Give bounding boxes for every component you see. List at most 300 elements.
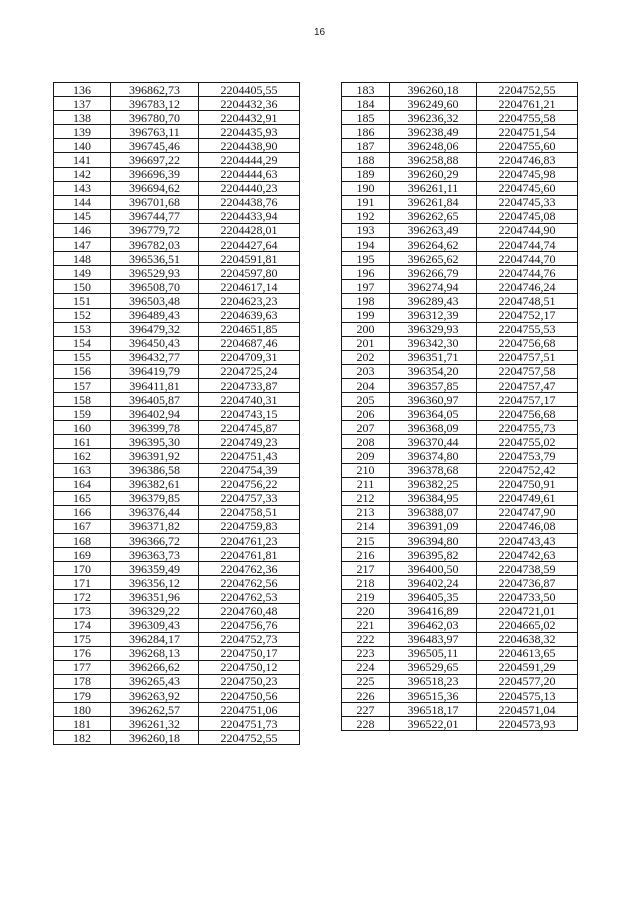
point-number-cell: 214 <box>342 519 390 533</box>
y-coordinate-cell: 2204750,17 <box>199 646 300 660</box>
point-number-cell: 183 <box>342 83 390 97</box>
x-coordinate-cell: 396382,25 <box>390 477 477 491</box>
table-row <box>342 632 578 646</box>
x-coordinate-cell: 396238,49 <box>390 125 477 139</box>
y-coordinate-cell: 2204743,43 <box>477 534 578 548</box>
table-row <box>342 548 578 562</box>
point-number-cell: 205 <box>342 393 390 407</box>
point-number-cell: 212 <box>342 491 390 505</box>
x-coordinate-cell: 396262,65 <box>390 209 477 223</box>
table-row <box>54 97 300 111</box>
y-coordinate-cell: 2204752,55 <box>199 731 300 745</box>
y-coordinate-cell: 2204733,87 <box>199 378 300 392</box>
table-row <box>342 674 578 688</box>
table-row <box>342 562 578 576</box>
table-row <box>342 223 578 237</box>
table-row <box>342 364 578 378</box>
y-coordinate-cell: 2204405,55 <box>199 83 300 97</box>
point-number-cell: 145 <box>54 209 111 223</box>
point-number-cell: 154 <box>54 336 111 350</box>
x-coordinate-cell: 396284,17 <box>111 632 199 646</box>
table-row <box>54 393 300 407</box>
x-coordinate-cell: 396366,72 <box>111 534 199 548</box>
x-coordinate-cell: 396329,93 <box>390 322 477 336</box>
point-number-cell: 223 <box>342 646 390 660</box>
y-coordinate-cell: 2204752,73 <box>199 632 300 646</box>
point-number-cell: 179 <box>54 689 111 703</box>
table-row <box>54 562 300 576</box>
y-coordinate-cell: 2204754,39 <box>199 463 300 477</box>
point-number-cell: 169 <box>54 548 111 562</box>
x-coordinate-cell: 396384,95 <box>390 491 477 505</box>
y-coordinate-cell: 2204638,32 <box>477 632 578 646</box>
point-number-cell: 186 <box>342 125 390 139</box>
table-row <box>54 421 300 435</box>
x-coordinate-cell: 396262,57 <box>111 703 199 717</box>
point-number-cell: 181 <box>54 717 111 731</box>
point-number-cell: 137 <box>54 97 111 111</box>
x-coordinate-cell: 396266,79 <box>390 266 477 280</box>
table-row <box>54 378 300 392</box>
point-number-cell: 140 <box>54 139 111 153</box>
point-number-cell: 175 <box>54 632 111 646</box>
y-coordinate-cell: 2204757,47 <box>477 378 578 392</box>
point-number-cell: 199 <box>342 308 390 322</box>
x-coordinate-cell: 396360,97 <box>390 393 477 407</box>
table-row <box>342 435 578 449</box>
table-row <box>342 491 578 505</box>
y-coordinate-cell: 2204617,14 <box>199 280 300 294</box>
x-coordinate-cell: 396363,73 <box>111 548 199 562</box>
table-row <box>342 181 578 195</box>
y-coordinate-cell: 2204432,36 <box>199 97 300 111</box>
table-row <box>54 576 300 590</box>
table-row <box>342 703 578 717</box>
table-row <box>342 252 578 266</box>
x-coordinate-cell: 396274,94 <box>390 280 477 294</box>
point-number-cell: 196 <box>342 266 390 280</box>
x-coordinate-cell: 396763,11 <box>111 125 199 139</box>
x-coordinate-cell: 396357,85 <box>390 378 477 392</box>
y-coordinate-cell: 2204623,23 <box>199 294 300 308</box>
y-coordinate-cell: 2204747,90 <box>477 505 578 519</box>
y-coordinate-cell: 2204757,51 <box>477 350 578 364</box>
y-coordinate-cell: 2204571,04 <box>477 703 578 717</box>
table-row <box>342 266 578 280</box>
table-row <box>342 534 578 548</box>
y-coordinate-cell: 2204757,33 <box>199 491 300 505</box>
table-row <box>342 167 578 181</box>
x-coordinate-cell: 396696,39 <box>111 167 199 181</box>
point-number-cell: 136 <box>54 83 111 97</box>
x-coordinate-cell: 396388,07 <box>390 505 477 519</box>
y-coordinate-cell: 2204761,81 <box>199 548 300 562</box>
point-number-cell: 228 <box>342 717 390 731</box>
table-row <box>342 618 578 632</box>
y-coordinate-cell: 2204742,63 <box>477 548 578 562</box>
table-row <box>54 435 300 449</box>
x-coordinate-cell: 396260,18 <box>390 83 477 97</box>
point-number-cell: 164 <box>54 477 111 491</box>
x-coordinate-cell: 396371,82 <box>111 519 199 533</box>
table-row <box>342 604 578 618</box>
point-number-cell: 139 <box>54 125 111 139</box>
table-row <box>54 364 300 378</box>
table-row <box>54 209 300 223</box>
point-number-cell: 150 <box>54 280 111 294</box>
point-number-cell: 141 <box>54 153 111 167</box>
coordinates-table-left <box>53 82 300 745</box>
x-coordinate-cell: 396265,43 <box>111 674 199 688</box>
y-coordinate-cell: 2204444,29 <box>199 153 300 167</box>
x-coordinate-cell: 396862,73 <box>111 83 199 97</box>
point-number-cell: 180 <box>54 703 111 717</box>
x-coordinate-cell: 396351,96 <box>111 590 199 604</box>
table-row <box>54 463 300 477</box>
x-coordinate-cell: 396236,32 <box>390 111 477 125</box>
x-coordinate-cell: 396395,30 <box>111 435 199 449</box>
x-coordinate-cell: 396416,89 <box>390 604 477 618</box>
page-number: 16 <box>313 27 326 38</box>
table-row <box>342 576 578 590</box>
table-row <box>54 322 300 336</box>
point-number-cell: 153 <box>54 322 111 336</box>
table-row <box>54 660 300 674</box>
x-coordinate-cell: 396394,80 <box>390 534 477 548</box>
point-number-cell: 172 <box>54 590 111 604</box>
x-coordinate-cell: 396745,46 <box>111 139 199 153</box>
point-number-cell: 204 <box>342 378 390 392</box>
table-row <box>54 674 300 688</box>
table-row <box>54 350 300 364</box>
point-number-cell: 192 <box>342 209 390 223</box>
y-coordinate-cell: 2204744,76 <box>477 266 578 280</box>
x-coordinate-cell: 396405,35 <box>390 590 477 604</box>
table-body <box>54 83 300 745</box>
x-coordinate-cell: 396258,88 <box>390 153 477 167</box>
table-row <box>54 632 300 646</box>
y-coordinate-cell: 2204745,60 <box>477 181 578 195</box>
point-number-cell: 176 <box>54 646 111 660</box>
point-number-cell: 167 <box>54 519 111 533</box>
point-number-cell: 217 <box>342 562 390 576</box>
y-coordinate-cell: 2204761,21 <box>477 97 578 111</box>
y-coordinate-cell: 2204577,20 <box>477 674 578 688</box>
point-number-cell: 174 <box>54 618 111 632</box>
point-number-cell: 155 <box>54 350 111 364</box>
table-row <box>342 378 578 392</box>
y-coordinate-cell: 2204756,22 <box>199 477 300 491</box>
table-body <box>342 83 578 731</box>
x-coordinate-cell: 396263,92 <box>111 689 199 703</box>
y-coordinate-cell: 2204748,51 <box>477 294 578 308</box>
y-coordinate-cell: 2204746,08 <box>477 519 578 533</box>
table-row <box>342 97 578 111</box>
table-row <box>54 717 300 731</box>
y-coordinate-cell: 2204762,36 <box>199 562 300 576</box>
table-row <box>54 238 300 252</box>
point-number-cell: 193 <box>342 223 390 237</box>
x-coordinate-cell: 396248,06 <box>390 139 477 153</box>
point-number-cell: 195 <box>342 252 390 266</box>
y-coordinate-cell: 2204438,90 <box>199 139 300 153</box>
table-row <box>54 153 300 167</box>
y-coordinate-cell: 2204744,90 <box>477 223 578 237</box>
x-coordinate-cell: 396329,22 <box>111 604 199 618</box>
y-coordinate-cell: 2204745,98 <box>477 167 578 181</box>
table-row <box>342 125 578 139</box>
x-coordinate-cell: 396483,97 <box>390 632 477 646</box>
table-row <box>54 181 300 195</box>
y-coordinate-cell: 2204745,87 <box>199 421 300 435</box>
x-coordinate-cell: 396783,12 <box>111 97 199 111</box>
y-coordinate-cell: 2204440,23 <box>199 181 300 195</box>
table-row <box>342 689 578 703</box>
y-coordinate-cell: 2204733,50 <box>477 590 578 604</box>
y-coordinate-cell: 2204687,46 <box>199 336 300 350</box>
x-coordinate-cell: 396378,68 <box>390 463 477 477</box>
x-coordinate-cell: 396518,17 <box>390 703 477 717</box>
point-number-cell: 202 <box>342 350 390 364</box>
y-coordinate-cell: 2204750,23 <box>199 674 300 688</box>
point-number-cell: 197 <box>342 280 390 294</box>
x-coordinate-cell: 396266,62 <box>111 660 199 674</box>
y-coordinate-cell: 2204751,43 <box>199 449 300 463</box>
y-coordinate-cell: 2204744,70 <box>477 252 578 266</box>
y-coordinate-cell: 2204575,13 <box>477 689 578 703</box>
table-row <box>54 703 300 717</box>
x-coordinate-cell: 396779,72 <box>111 223 199 237</box>
x-coordinate-cell: 396356,12 <box>111 576 199 590</box>
point-number-cell: 144 <box>54 195 111 209</box>
point-number-cell: 222 <box>342 632 390 646</box>
table-row <box>54 266 300 280</box>
point-number-cell: 162 <box>54 449 111 463</box>
y-coordinate-cell: 2204738,59 <box>477 562 578 576</box>
y-coordinate-cell: 2204750,56 <box>199 689 300 703</box>
table-row <box>342 308 578 322</box>
x-coordinate-cell: 396529,93 <box>111 266 199 280</box>
y-coordinate-cell: 2204745,33 <box>477 195 578 209</box>
x-coordinate-cell: 396379,85 <box>111 491 199 505</box>
table-row <box>54 111 300 125</box>
coordinates-table-right <box>341 82 578 731</box>
y-coordinate-cell: 2204752,42 <box>477 463 578 477</box>
y-coordinate-cell: 2204746,24 <box>477 280 578 294</box>
point-number-cell: 221 <box>342 618 390 632</box>
y-coordinate-cell: 2204760,48 <box>199 604 300 618</box>
point-number-cell: 219 <box>342 590 390 604</box>
y-coordinate-cell: 2204573,93 <box>477 717 578 731</box>
table-row <box>342 660 578 674</box>
point-number-cell: 173 <box>54 604 111 618</box>
x-coordinate-cell: 396503,48 <box>111 294 199 308</box>
point-number-cell: 185 <box>342 111 390 125</box>
table-row <box>54 294 300 308</box>
y-coordinate-cell: 2204751,73 <box>199 717 300 731</box>
y-coordinate-cell: 2204757,58 <box>477 364 578 378</box>
y-coordinate-cell: 2204432,91 <box>199 111 300 125</box>
y-coordinate-cell: 2204740,31 <box>199 393 300 407</box>
y-coordinate-cell: 2204752,17 <box>477 308 578 322</box>
x-coordinate-cell: 396368,09 <box>390 421 477 435</box>
table-row <box>54 477 300 491</box>
x-coordinate-cell: 396249,60 <box>390 97 477 111</box>
table-row <box>342 238 578 252</box>
table-row <box>54 139 300 153</box>
y-coordinate-cell: 2204438,76 <box>199 195 300 209</box>
table-row <box>54 590 300 604</box>
point-number-cell: 213 <box>342 505 390 519</box>
x-coordinate-cell: 396518,23 <box>390 674 477 688</box>
x-coordinate-cell: 396264,62 <box>390 238 477 252</box>
table-row <box>54 83 300 97</box>
x-coordinate-cell: 396515,36 <box>390 689 477 703</box>
point-number-cell: 187 <box>342 139 390 153</box>
x-coordinate-cell: 396529,65 <box>390 660 477 674</box>
y-coordinate-cell: 2204433,94 <box>199 209 300 223</box>
x-coordinate-cell: 396261,11 <box>390 181 477 195</box>
point-number-cell: 226 <box>342 689 390 703</box>
point-number-cell: 188 <box>342 153 390 167</box>
y-coordinate-cell: 2204639,63 <box>199 308 300 322</box>
y-coordinate-cell: 2204597,80 <box>199 266 300 280</box>
point-number-cell: 158 <box>54 393 111 407</box>
y-coordinate-cell: 2204755,02 <box>477 435 578 449</box>
y-coordinate-cell: 2204750,91 <box>477 477 578 491</box>
y-coordinate-cell: 2204591,81 <box>199 252 300 266</box>
point-number-cell: 207 <box>342 421 390 435</box>
table-row <box>342 111 578 125</box>
point-number-cell: 147 <box>54 238 111 252</box>
table-row <box>54 534 300 548</box>
x-coordinate-cell: 396402,24 <box>390 576 477 590</box>
table-row <box>342 449 578 463</box>
y-coordinate-cell: 2204762,53 <box>199 590 300 604</box>
x-coordinate-cell: 396265,62 <box>390 252 477 266</box>
y-coordinate-cell: 2204753,79 <box>477 449 578 463</box>
point-number-cell: 225 <box>342 674 390 688</box>
table-row <box>54 491 300 505</box>
point-number-cell: 220 <box>342 604 390 618</box>
table-row <box>342 195 578 209</box>
y-coordinate-cell: 2204762,56 <box>199 576 300 590</box>
x-coordinate-cell: 396411,81 <box>111 378 199 392</box>
point-number-cell: 171 <box>54 576 111 590</box>
point-number-cell: 138 <box>54 111 111 125</box>
table-row <box>342 393 578 407</box>
point-number-cell: 203 <box>342 364 390 378</box>
point-number-cell: 149 <box>54 266 111 280</box>
x-coordinate-cell: 396260,29 <box>390 167 477 181</box>
y-coordinate-cell: 2204755,73 <box>477 421 578 435</box>
point-number-cell: 151 <box>54 294 111 308</box>
y-coordinate-cell: 2204756,68 <box>477 336 578 350</box>
y-coordinate-cell: 2204613,65 <box>477 646 578 660</box>
point-number-cell: 156 <box>54 364 111 378</box>
table-row <box>54 125 300 139</box>
point-number-cell: 146 <box>54 223 111 237</box>
x-coordinate-cell: 396780,70 <box>111 111 199 125</box>
table-row <box>342 280 578 294</box>
table-row <box>54 689 300 703</box>
table-row <box>54 223 300 237</box>
table-row <box>54 167 300 181</box>
point-number-cell: 159 <box>54 407 111 421</box>
x-coordinate-cell: 396400,50 <box>390 562 477 576</box>
point-number-cell: 142 <box>54 167 111 181</box>
point-number-cell: 143 <box>54 181 111 195</box>
table-row <box>342 83 578 97</box>
table-row <box>342 322 578 336</box>
x-coordinate-cell: 396386,58 <box>111 463 199 477</box>
x-coordinate-cell: 396450,43 <box>111 336 199 350</box>
point-number-cell: 218 <box>342 576 390 590</box>
table-row <box>54 646 300 660</box>
x-coordinate-cell: 396391,09 <box>390 519 477 533</box>
x-coordinate-cell: 396342,30 <box>390 336 477 350</box>
y-coordinate-cell: 2204750,12 <box>199 660 300 674</box>
table-row <box>54 731 300 745</box>
point-number-cell: 190 <box>342 181 390 195</box>
y-coordinate-cell: 2204725,24 <box>199 364 300 378</box>
table-row <box>342 421 578 435</box>
y-coordinate-cell: 2204751,06 <box>199 703 300 717</box>
y-coordinate-cell: 2204709,31 <box>199 350 300 364</box>
x-coordinate-cell: 396309,43 <box>111 618 199 632</box>
x-coordinate-cell: 396364,05 <box>390 407 477 421</box>
y-coordinate-cell: 2204736,87 <box>477 576 578 590</box>
y-coordinate-cell: 2204755,58 <box>477 111 578 125</box>
table-row <box>54 548 300 562</box>
table-row <box>54 280 300 294</box>
x-coordinate-cell: 396391,92 <box>111 449 199 463</box>
point-number-cell: 224 <box>342 660 390 674</box>
y-coordinate-cell: 2204721,01 <box>477 604 578 618</box>
point-number-cell: 152 <box>54 308 111 322</box>
table-row <box>342 407 578 421</box>
x-coordinate-cell: 396370,44 <box>390 435 477 449</box>
x-coordinate-cell: 396263,49 <box>390 223 477 237</box>
table-row <box>54 407 300 421</box>
y-coordinate-cell: 2204755,53 <box>477 322 578 336</box>
y-coordinate-cell: 2204756,76 <box>199 618 300 632</box>
x-coordinate-cell: 396376,44 <box>111 505 199 519</box>
x-coordinate-cell: 396694,62 <box>111 181 199 195</box>
x-coordinate-cell: 396312,39 <box>390 308 477 322</box>
table-row <box>342 463 578 477</box>
y-coordinate-cell: 2204743,15 <box>199 407 300 421</box>
y-coordinate-cell: 2204757,17 <box>477 393 578 407</box>
point-number-cell: 157 <box>54 378 111 392</box>
x-coordinate-cell: 396402,94 <box>111 407 199 421</box>
x-coordinate-cell: 396505,11 <box>390 646 477 660</box>
x-coordinate-cell: 396697,22 <box>111 153 199 167</box>
point-number-cell: 160 <box>54 421 111 435</box>
y-coordinate-cell: 2204591,29 <box>477 660 578 674</box>
point-number-cell: 166 <box>54 505 111 519</box>
point-number-cell: 165 <box>54 491 111 505</box>
point-number-cell: 178 <box>54 674 111 688</box>
point-number-cell: 198 <box>342 294 390 308</box>
x-coordinate-cell: 396354,20 <box>390 364 477 378</box>
point-number-cell: 191 <box>342 195 390 209</box>
point-number-cell: 163 <box>54 463 111 477</box>
y-coordinate-cell: 2204444,63 <box>199 167 300 181</box>
table-row <box>342 209 578 223</box>
table-row <box>342 519 578 533</box>
y-coordinate-cell: 2204435,93 <box>199 125 300 139</box>
